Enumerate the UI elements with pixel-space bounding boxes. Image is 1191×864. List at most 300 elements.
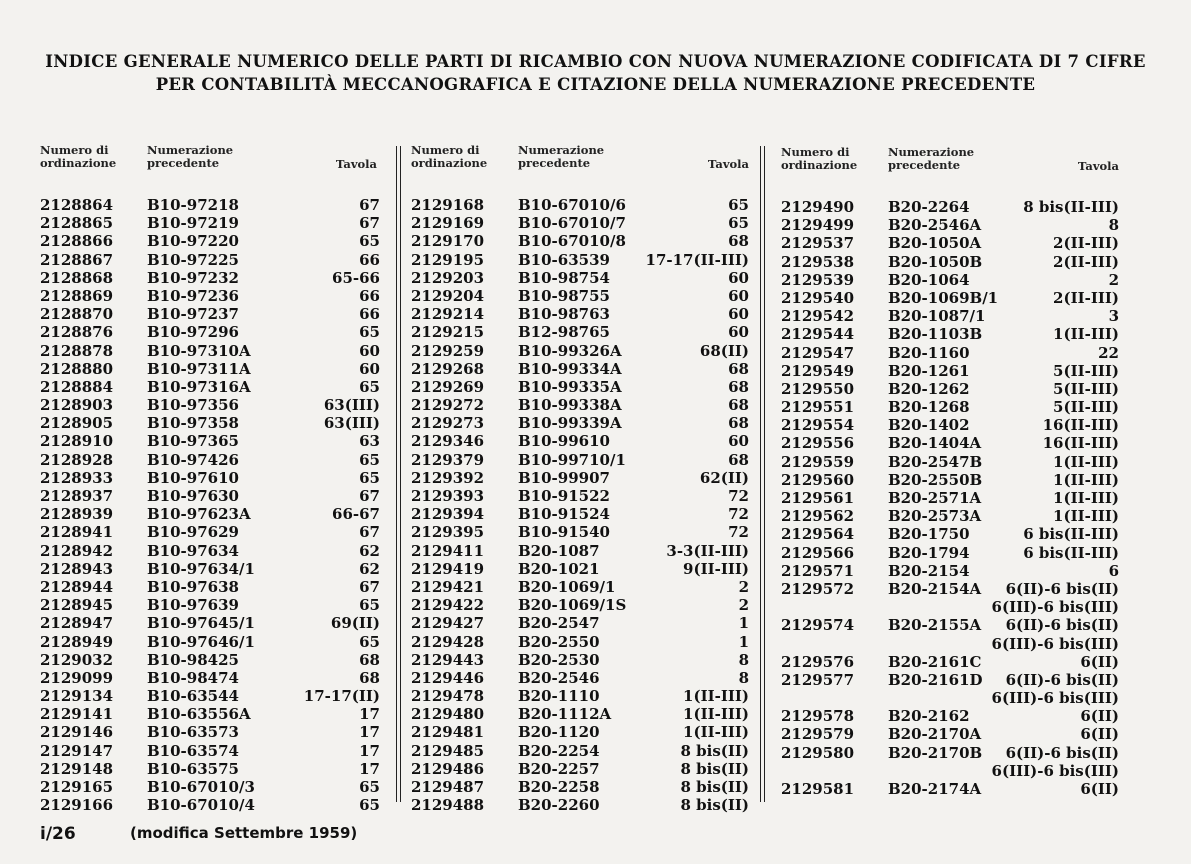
previous-number: B10-97237 (147, 305, 239, 324)
previous-number: B20-2547B (888, 452, 983, 471)
tavola-value: 1(II-III) (683, 687, 749, 706)
tavola-value: 3 (1108, 307, 1119, 326)
previous-number: B10-97634/1 (147, 559, 255, 578)
previous-number: B20-1069/1S (518, 596, 627, 615)
table-row (781, 580, 1119, 598)
table-row (40, 251, 380, 269)
table-row (781, 525, 1119, 543)
previous-number: B20-1750 (888, 525, 970, 544)
previous-number: B20-2257 (518, 759, 600, 778)
tavola-value: 65-66 (332, 268, 380, 287)
previous-number: B10-97316A (147, 377, 251, 396)
previous-number: B10-91524 (518, 505, 610, 524)
previous-number: B10-99334A (518, 359, 622, 378)
order-number: 2129550 (781, 379, 855, 398)
table-row (40, 196, 380, 214)
previous-number: B12-98765 (518, 323, 610, 342)
order-number: 2129556 (781, 434, 855, 453)
order-number: 2129165 (40, 778, 114, 796)
tavola-value: 62(II) (699, 468, 749, 487)
previous-number: B10-97634 (147, 541, 239, 560)
order-number: 2129481 (411, 723, 485, 742)
order-number: 2128866 (40, 232, 114, 251)
order-number: 2129486 (411, 759, 485, 778)
tavola-value: 1(II-III) (1053, 507, 1119, 526)
order-number: 2129579 (781, 725, 855, 744)
previous-number: B10-63556A (147, 705, 251, 724)
tavola-value: 67 (359, 196, 380, 214)
tavola-value: 65 (359, 596, 380, 615)
table-row (411, 578, 749, 596)
tavola-value: 6(III)-6 bis(III) (991, 761, 1119, 780)
order-number: 2128868 (40, 268, 114, 287)
tavola-value: 60 (728, 323, 749, 342)
table-row (40, 542, 380, 560)
previous-number: B20-2154 (888, 561, 970, 580)
order-number: 2128867 (40, 250, 114, 269)
previous-number: B20-1050B (888, 252, 983, 271)
table-row (40, 469, 380, 487)
table-row (411, 723, 749, 741)
previous-number: B10-97218 (147, 196, 239, 214)
order-number: 2129148 (40, 759, 114, 778)
index-column-3 (781, 146, 1119, 798)
previous-number: B10-97311A (147, 359, 251, 378)
tavola-value: 2(II-III) (1053, 234, 1119, 253)
order-number: 2129147 (40, 741, 114, 760)
table-row (40, 487, 380, 505)
table-row (40, 287, 380, 305)
table-row (411, 633, 749, 651)
table-row (411, 742, 749, 760)
tavola-value: 1 (738, 632, 749, 651)
order-number: 2129561 (781, 489, 855, 507)
previous-number: B10-63573 (147, 723, 239, 742)
table-row (781, 507, 1119, 525)
previous-number: B20-1069/1 (518, 577, 616, 596)
previous-number: B20-1050A (888, 234, 982, 253)
previous-number: B10-99907 (518, 468, 610, 487)
tavola-value: 6 bis(II-III) (1023, 543, 1119, 562)
table-row (781, 780, 1119, 798)
table-row (781, 307, 1119, 325)
order-number: 2128878 (40, 341, 114, 360)
tavola-value: 1(II-III) (1053, 489, 1119, 507)
table-row (40, 360, 380, 378)
table-row (40, 723, 380, 741)
table-row (411, 287, 749, 305)
tavola-value: 72 (728, 523, 749, 542)
table-row (411, 760, 749, 778)
tavola-value: 6 (1108, 561, 1119, 580)
order-number: 2129421 (411, 577, 485, 596)
previous-number: B10-98763 (518, 305, 610, 324)
order-number: 2129419 (411, 559, 485, 578)
previous-number: B20-1064 (888, 270, 970, 289)
previous-number: B20-2170B (888, 743, 983, 762)
order-number: 2129578 (781, 707, 855, 726)
header-number: Numero di ordinazione (781, 145, 858, 172)
order-number: 2129446 (411, 668, 485, 687)
tavola-value: 67 (359, 214, 380, 233)
tavola-value: 6(III)-6 bis(III) (991, 634, 1119, 653)
tavola-value: 17-17(II) (303, 687, 380, 706)
tavola-value: 65 (359, 377, 380, 396)
table-row (40, 342, 380, 360)
previous-number: B20-2260 (518, 796, 600, 815)
header-previous: Numerazione precedente (147, 143, 234, 170)
previous-number: B10-97236 (147, 286, 239, 305)
table-row (781, 598, 1119, 616)
previous-number: B20-1021 (518, 559, 600, 578)
order-number: 2128864 (40, 196, 114, 214)
order-number: 2129540 (781, 288, 855, 307)
table-row (781, 344, 1119, 362)
tavola-value: 8 (738, 668, 749, 687)
header-number: Numero di ordinazione (411, 143, 488, 170)
tavola-value: 17 (359, 705, 380, 724)
tavola-value: 62 (359, 541, 380, 560)
tavola-value: 8 bis(II-III) (1023, 198, 1119, 216)
tavola-value: 69(II) (330, 614, 380, 633)
tavola-value: 16(II-III) (1042, 434, 1119, 453)
order-number: 2129379 (411, 450, 485, 469)
table-row (781, 616, 1119, 634)
tavola-value: 67 (359, 577, 380, 596)
tavola-value: 22 (1098, 343, 1119, 362)
order-number: 2129547 (781, 343, 855, 362)
tavola-value: 65 (359, 632, 380, 651)
order-number: 2128947 (40, 614, 114, 633)
tavola-value: 66 (359, 286, 380, 305)
order-number: 2129268 (411, 359, 485, 378)
previous-number: B20-1402 (888, 416, 970, 435)
previous-number: B20-2546 (518, 668, 600, 687)
table-row (411, 614, 749, 632)
previous-number: B10-97623A (147, 505, 251, 524)
table-row (40, 432, 380, 450)
order-number: 2129487 (411, 778, 485, 796)
previous-number: B20-1794 (888, 543, 970, 562)
tavola-value: 60 (359, 341, 380, 360)
tavola-value: 6(III)-6 bis(III) (991, 598, 1119, 617)
previous-number: B10-97639 (147, 596, 239, 615)
order-number: 2128949 (40, 632, 114, 651)
table-row (411, 323, 749, 341)
order-number: 2129499 (781, 216, 855, 235)
table-row (411, 505, 749, 523)
tavola-value: 60 (728, 305, 749, 324)
previous-number: B20-1069B/1 (888, 288, 999, 307)
previous-number: B10-98754 (518, 268, 610, 287)
table-row (411, 778, 749, 796)
order-number: 2128941 (40, 523, 114, 542)
order-number: 2129170 (411, 232, 485, 251)
order-number: 2128876 (40, 323, 114, 342)
header-tavola: Tavola (1077, 159, 1119, 173)
index-column-2 (411, 144, 749, 814)
previous-number: B20-2530 (518, 650, 600, 669)
header-number: Numero di ordinazione (40, 143, 117, 170)
column-divider (760, 146, 765, 802)
order-number: 2129214 (411, 305, 485, 324)
tavola-value: 66-67 (332, 505, 380, 524)
previous-number: B20-2174A (888, 780, 982, 798)
table-row (40, 651, 380, 669)
previous-number: B10-91540 (518, 523, 610, 542)
previous-number: B10-99339A (518, 414, 622, 433)
previous-number: B20-1120 (518, 723, 600, 742)
previous-number: B20-1110 (518, 687, 600, 706)
table-row (781, 562, 1119, 580)
page-number: i/26 (40, 824, 76, 844)
order-number: 2129581 (781, 780, 855, 798)
tavola-value: 1(II-III) (1053, 470, 1119, 489)
order-number: 2129562 (781, 507, 855, 526)
table-row (781, 398, 1119, 416)
table-row (411, 560, 749, 578)
table-row (40, 214, 380, 232)
previous-number: B10-97638 (147, 577, 239, 596)
header-previous: Numerazione precedente (518, 143, 605, 170)
previous-number: B10-63575 (147, 759, 239, 778)
table-row (781, 198, 1119, 216)
previous-number: B10-98474 (147, 668, 239, 687)
previous-number: B10-97365 (147, 432, 239, 451)
order-number: 2129032 (40, 650, 114, 669)
table-row (411, 596, 749, 614)
tavola-value: 60 (728, 432, 749, 451)
tavola-value: 68 (359, 668, 380, 687)
tavola-value: 8 bis(II) (680, 759, 749, 778)
tavola-value: 8 (738, 650, 749, 669)
tavola-value: 66 (359, 250, 380, 269)
tavola-value: 2 (738, 577, 749, 596)
table-row (40, 414, 380, 432)
previous-number: B20-1087/1 (888, 307, 986, 326)
header-tavola: Tavola (707, 157, 749, 171)
order-number: 2129478 (411, 687, 485, 706)
order-number: 2128870 (40, 305, 114, 324)
tavola-value: 68 (728, 450, 749, 469)
previous-number: B10-97426 (147, 450, 239, 469)
order-number: 2129480 (411, 705, 485, 724)
previous-number: B10-97610 (147, 468, 239, 487)
table-row (781, 434, 1119, 452)
order-number: 2129393 (411, 487, 485, 505)
order-number: 2129346 (411, 432, 485, 451)
table-row (411, 523, 749, 541)
rows (781, 198, 1119, 798)
order-number: 2129574 (781, 616, 855, 635)
rows (40, 196, 380, 814)
table-row (40, 596, 380, 614)
table-row (781, 725, 1119, 743)
tavola-value: 2(II-III) (1053, 252, 1119, 271)
table-row (781, 653, 1119, 671)
previous-number: B20-1103B (888, 325, 983, 344)
table-row (781, 707, 1119, 725)
revision-note: (modifica Settembre 1959) (130, 824, 358, 842)
previous-number: B10-98425 (147, 650, 239, 669)
order-number: 2128880 (40, 359, 114, 378)
order-number: 2128869 (40, 286, 114, 305)
order-number: 2129099 (40, 668, 114, 687)
previous-number: B20-2161D (888, 670, 983, 689)
table-row (781, 253, 1119, 271)
order-number: 2129427 (411, 614, 485, 633)
tavola-value: 3-3(II-III) (666, 541, 749, 560)
order-number: 2129580 (781, 743, 855, 762)
order-number: 2129542 (781, 307, 855, 326)
table-row (40, 305, 380, 323)
table-row (40, 505, 380, 523)
tavola-value: 1(II-III) (1053, 452, 1119, 471)
tavola-value: 65 (359, 232, 380, 251)
tavola-value: 65 (359, 323, 380, 342)
table-row (411, 451, 749, 469)
column-header (40, 144, 380, 196)
previous-number: B20-2170A (888, 725, 982, 744)
tavola-value: 65 (359, 778, 380, 796)
previous-number: B10-99710/1 (518, 450, 626, 469)
table-row (781, 671, 1119, 689)
tavola-value: 5(II-III) (1053, 398, 1119, 417)
table-row (411, 687, 749, 705)
order-number: 2129146 (40, 723, 114, 742)
order-number: 2128939 (40, 505, 114, 524)
table-row (40, 687, 380, 705)
tavola-value: 6(II) (1080, 707, 1119, 726)
order-number: 2128910 (40, 432, 114, 451)
table-row (40, 778, 380, 796)
previous-number: B20-2162 (888, 707, 970, 726)
table-row (411, 251, 749, 269)
previous-number: B20-2155A (888, 616, 982, 635)
tavola-value: 68 (728, 232, 749, 251)
header-previous: Numerazione precedente (888, 145, 975, 172)
table-row (781, 234, 1119, 252)
column-divider (396, 146, 401, 802)
table-row (411, 305, 749, 323)
order-number: 2129537 (781, 234, 855, 253)
order-number: 2129203 (411, 268, 485, 287)
tavola-value: 1(II-III) (1053, 325, 1119, 344)
previous-number: B10-97629 (147, 523, 239, 542)
previous-number: B20-1261 (888, 361, 970, 380)
previous-number: B10-97220 (147, 232, 239, 251)
previous-number: B20-1268 (888, 398, 970, 417)
order-number: 2129168 (411, 196, 485, 214)
column-header (411, 144, 749, 196)
table-row (411, 378, 749, 396)
order-number: 2129571 (781, 561, 855, 580)
order-number: 2128865 (40, 214, 114, 233)
previous-number: B20-1112A (518, 705, 612, 724)
previous-number: B10-97232 (147, 268, 239, 287)
order-number: 2129443 (411, 650, 485, 669)
previous-number: B10-67010/3 (147, 778, 255, 796)
tavola-value: 68 (728, 396, 749, 415)
tavola-value: 6(II) (1080, 652, 1119, 671)
table-row (411, 469, 749, 487)
previous-number: B10-97645/1 (147, 614, 255, 633)
order-number: 2128943 (40, 559, 114, 578)
table-row (40, 796, 380, 814)
tavola-value: 2(II-III) (1053, 288, 1119, 307)
previous-number: B20-1160 (888, 343, 970, 362)
tavola-value: 6(II)-6 bis(II) (1005, 670, 1119, 689)
title-line-2: PER CONTABILITÀ MECCANOGRAFICA E CITAZIONE DELLA NUMERAZIONE PRECEDENTE (155, 75, 1036, 94)
table-row (40, 451, 380, 469)
previous-number: B10-97358 (147, 414, 239, 433)
table-row (40, 323, 380, 341)
tavola-value: 68 (728, 359, 749, 378)
title-line-1: INDICE GENERALE NUMERICO DELLE PARTI DI RICAMBIO CON NUOVA NUMERAZIONE CODIFICATA DI 7 CIFRE (45, 52, 1146, 71)
tavola-value: 63 (359, 432, 380, 451)
previous-number: B20-2546A (888, 216, 982, 235)
table-row (781, 325, 1119, 343)
previous-number: B10-63574 (147, 741, 239, 760)
order-number: 2129166 (40, 796, 114, 815)
previous-number: B20-1087 (518, 541, 600, 560)
tavola-value: 6 bis(II-III) (1023, 525, 1119, 544)
previous-number: B10-67010/4 (147, 796, 255, 815)
tavola-value: 6(II)-6 bis(II) (1005, 743, 1119, 762)
table-row (40, 523, 380, 541)
order-number: 2128945 (40, 596, 114, 615)
order-number: 2129544 (781, 325, 855, 344)
table-row (411, 214, 749, 232)
tavola-value: 8 (1108, 216, 1119, 235)
table-row (411, 796, 749, 814)
previous-number: B20-2571A (888, 489, 982, 507)
previous-number: B20-2550 (518, 632, 600, 651)
previous-number: B20-2573A (888, 507, 982, 526)
table-row (781, 635, 1119, 653)
table-row (781, 544, 1119, 562)
order-number: 2129559 (781, 452, 855, 471)
table-row (411, 396, 749, 414)
tavola-value: 5(II-III) (1053, 379, 1119, 398)
order-number: 2129566 (781, 543, 855, 562)
previous-number: B10-97630 (147, 487, 239, 505)
table-row (40, 669, 380, 687)
tavola-value: 2 (738, 596, 749, 615)
table-row (781, 453, 1119, 471)
tavola-value: 6(II)-6 bis(II) (1005, 579, 1119, 598)
order-number: 2129394 (411, 505, 485, 524)
tavola-value: 68 (728, 414, 749, 433)
previous-number: B10-91522 (518, 487, 610, 505)
tavola-value: 68 (728, 377, 749, 396)
table-row (40, 232, 380, 250)
table-row (411, 360, 749, 378)
table-row (781, 380, 1119, 398)
previous-number: B10-98755 (518, 286, 610, 305)
table-row (781, 471, 1119, 489)
table-row (40, 560, 380, 578)
order-number: 2128928 (40, 450, 114, 469)
tavola-value: 72 (728, 505, 749, 524)
order-number: 2129560 (781, 470, 855, 489)
previous-number: B10-97219 (147, 214, 239, 233)
tavola-value: 65 (728, 196, 749, 214)
order-number: 2129490 (781, 198, 855, 216)
previous-number: B10-63539 (518, 250, 610, 269)
tavola-value: 1(II-III) (683, 705, 749, 724)
table-row (411, 651, 749, 669)
